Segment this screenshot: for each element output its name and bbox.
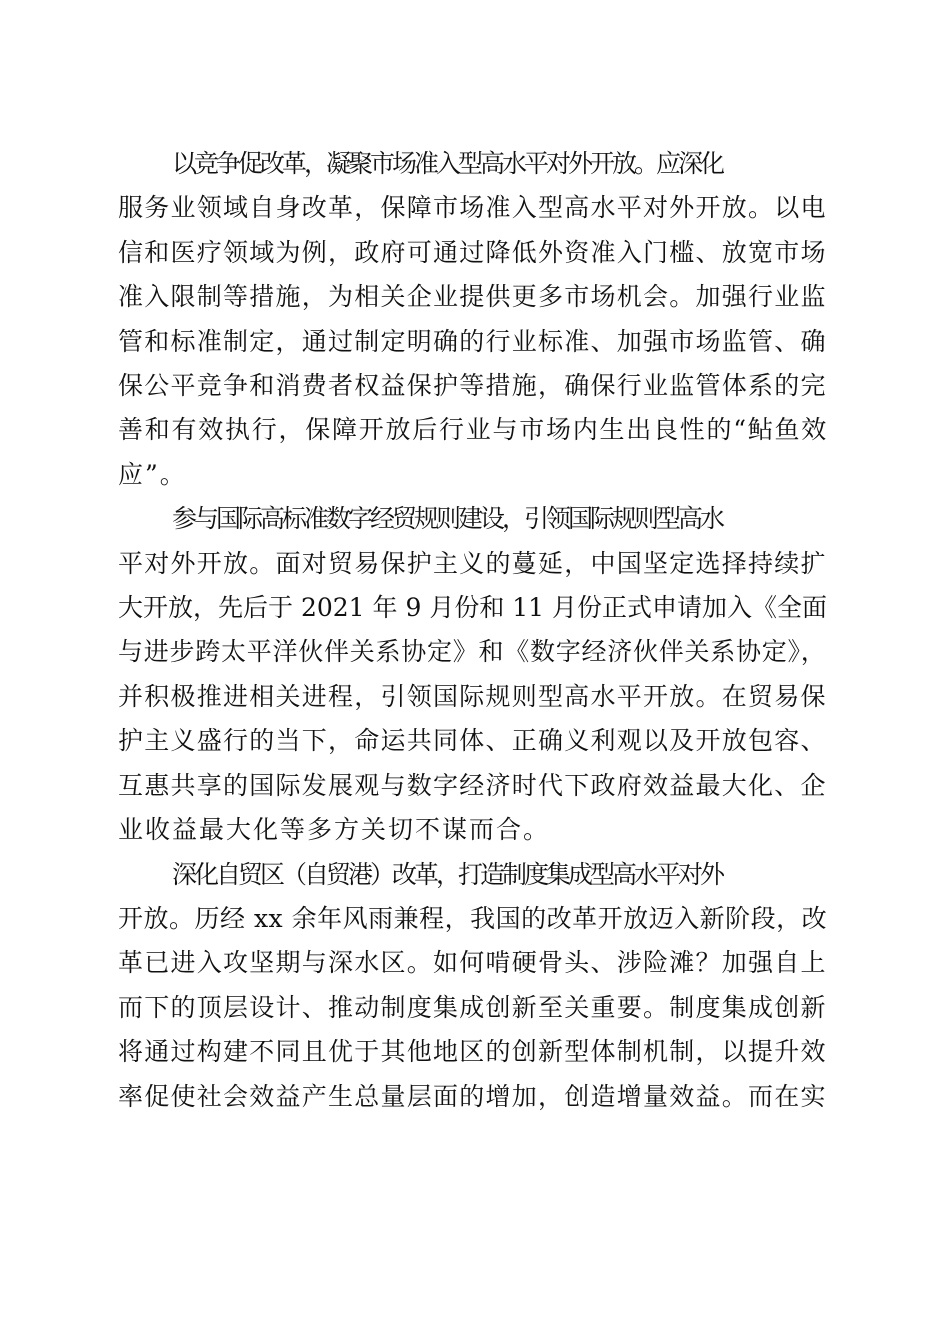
- text-line: 善和有效执行，保障开放后行业与市场内生出良性的“鲇鱼效: [118, 415, 829, 445]
- paragraph-market-access: [118, 142, 830, 497]
- document-body: [118, 142, 830, 1119]
- text-line: 护主义盛行的当下，命运共同体、正确义利观以及开放包容、: [118, 726, 827, 756]
- text-line: 信和医疗领域为例，政府可通过降低外资准入门槛、放宽市场: [118, 237, 827, 267]
- text-line: 开放。历经 xx 余年风雨兼程，我国的改革开放迈入新阶段，改: [118, 903, 828, 933]
- text-line: 率促使社会效益产生总量层面的增加，创造增量效益。而在实: [118, 1081, 827, 1111]
- text-line: 管和标准制定，通过制定明确的行业标准、加强市场监管、确: [118, 326, 827, 356]
- text-line: 深化自贸区（自贸港）改革，打造制度集成型高水平对外: [172, 859, 723, 889]
- text-line: 服务业领域自身改革，保障市场准入型高水平对外开放。以电: [118, 193, 827, 223]
- text-line: 准入限制等措施，为相关企业提供更多市场机会。加强行业监: [118, 282, 827, 312]
- text-line: 将通过构建不同且优于其他地区的创新型体制机制，以提升效: [118, 1037, 827, 1067]
- text-line: 互惠共享的国际发展观与数字经济时代下政府效益最大化、企: [118, 770, 827, 800]
- paragraph-free-trade-zone: [118, 853, 830, 1119]
- paragraph-digital-trade-rules: [118, 497, 830, 852]
- text-line: 与进步跨太平洋伙伴关系协定》和《数字经济伙伴关系协定》，: [118, 637, 827, 667]
- text-line: 平对外开放。面对贸易保护主义的蔓延，中国坚定选择持续扩: [118, 548, 827, 578]
- text-line: 业收益最大化等多方关切不谋而合。: [118, 815, 551, 845]
- text-line: 而下的顶层设计、推动制度集成创新至关重要。制度集成创新: [118, 992, 827, 1022]
- text-line: 大开放，先后于 2021 年 9 月份和 11 月份正式申请加入《全面: [118, 593, 828, 623]
- text-line: 革已进入攻坚期与深水区。如何啃硬骨头、涉险滩？加强自上: [118, 948, 827, 978]
- text-line: 应”。: [118, 459, 187, 489]
- text-line: 以竞争促改革，凝聚市场准入型高水平对外开放。应深化: [172, 149, 723, 178]
- text-line: 并积极推进相关进程，引领国际规则型高水平开放。在贸易保: [118, 681, 827, 711]
- text-line: 保公平竞争和消费者权益保护等措施，确保行业监管体系的完: [118, 371, 827, 401]
- text-line: 参与国际高标准数字经贸规则建设，引领国际规则型高水: [172, 504, 723, 534]
